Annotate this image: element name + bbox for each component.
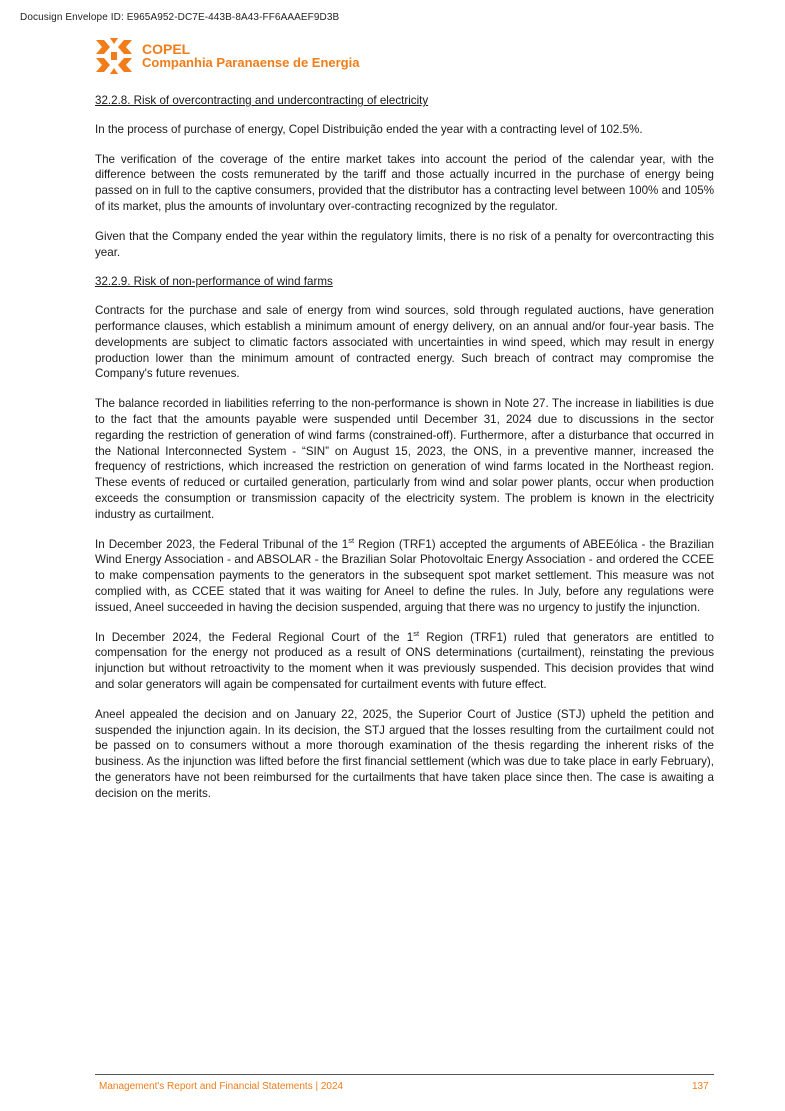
logo-fullname: Companhia Paranaense de Energia (142, 55, 360, 70)
footer-title: Management's Report and Financial Statements | 2024 (99, 1081, 344, 1092)
paragraph: The verification of the coverage of the entire market takes into account the period of the calendar year, with the difference between the costs remunerated by the tariff and those actually incurred in the purchase of energy being passed on in full to the captive consumers, provided that the distributor has a contracting level between 100% and 105% of its market, plus the amounts of involuntary over-contracting recognized by the regulator. (95, 152, 714, 213)
logo-text (142, 42, 359, 70)
paragraph: The balance recorded in liabilities referring to the non-performance is shown in Note 27. The increase in liabilities is due to the fact that the amounts payable were suspended until December 31, 2024 due to discussions in the sector regarding the restriction of generation of wind farms (constrained-off). Furthermore, after a disturbance that occurred in the National Interconnected System - “SIN” on August 15, 2023, the ONS, in a preventive manner, increased the frequency of restrictions, which increased the restriction on generation of wind farms located in the Northeast region. These events of reduced or curtailed generation, particularly from wind and solar power plants, occur when production exceeds the consumption or transmission capacity of the electricity system. The problem is known in the electricity industry as curtailment. (95, 397, 714, 521)
footer-divider (95, 1074, 714, 1075)
section-heading-overcontracting: 32.2.8. Risk of overcontracting and undercontracting of electricity (95, 94, 429, 107)
logo-name: COPEL (142, 41, 191, 57)
paragraph: In the process of purchase of energy, Copel Distribuição ended the year with a contracting level of 102.5%. (95, 122, 643, 136)
text-run: In December 2023, the Federal Tribunal of the 1 (95, 537, 349, 551)
section-heading-wind-farms: 32.2.9. Risk of non-performance of wind farms (95, 275, 333, 289)
text-run: Region (TRF1) ruled that generators are entitled to compensation for the energy not produced as a result of ONS determinations (curtailment), reinstating the previous injunction but without retroactivity to the moment when it was previously suspended. This decision provides that wind and solar generators will again be compensated for curtailment events with future effect. (95, 630, 714, 691)
superscript: st (413, 628, 420, 638)
paragraph: Contracts for the purchase and sale of energy from wind sources, sold through regulated auctions, have generation performance clauses, which establish a minimum amount of energy delivery, on an annual and/or four-year basis. The developments are subject to climatic factors associated with uncertainties in wind speed, which may result in energy production lower than the minimum amount of contracted energy. Such breach of contract may compromise the Company's future revenues. (95, 304, 714, 381)
document-body (95, 93, 714, 815)
paragraph (95, 537, 714, 616)
paragraph: Given that the Company ended the year within the regulatory limits, there is no risk of a penalty for overcontracting this year. (95, 229, 714, 259)
text-run: Region (TRF1) accepted the arguments of ABEEólica - the Brazilian Wind Energy Association - and ABSOLAR - the Brazilian Solar Photovoltaic Energy Association - and ordered the CCEE to make compensation payments to the generators in the subsequent spot market settlement. This measure was not complied with, as CCEE stated that it was waiting for Aneel to define the rules. In July, before any regulations were issued, Aneel succeeded in having the decision suspended, arguing that there was no urgency to justify the injunction. (95, 537, 714, 614)
text-run: In December 2024, the Federal Regional Court of the 1 (95, 630, 414, 644)
paragraph: Aneel appealed the decision and on January 22, 2025, the Superior Court of Justice (STJ) upheld the petition and suspended the injunction again. In its decision, the STJ argued that the losses resulting from the curtailment could not be passed on to consumers without a more thorough examination of the thesis regarding the inherent risks of the business. As the injunction was lifted before the first financial settlement (which was due to take place in early February), the generators have not been reimbursed for the curtailments that have taken place since then. The case is awaiting a decision on the merits. (95, 707, 714, 800)
superscript: st (348, 535, 355, 545)
paragraph (95, 630, 714, 693)
company-logo (96, 38, 359, 74)
copel-logo-icon (96, 38, 132, 74)
envelope-id: Docusign Envelope ID: E965A952-DC7E-443B-8A43-FF6AAAEF9D3B (20, 12, 340, 23)
page-number: 137 (692, 1081, 709, 1092)
